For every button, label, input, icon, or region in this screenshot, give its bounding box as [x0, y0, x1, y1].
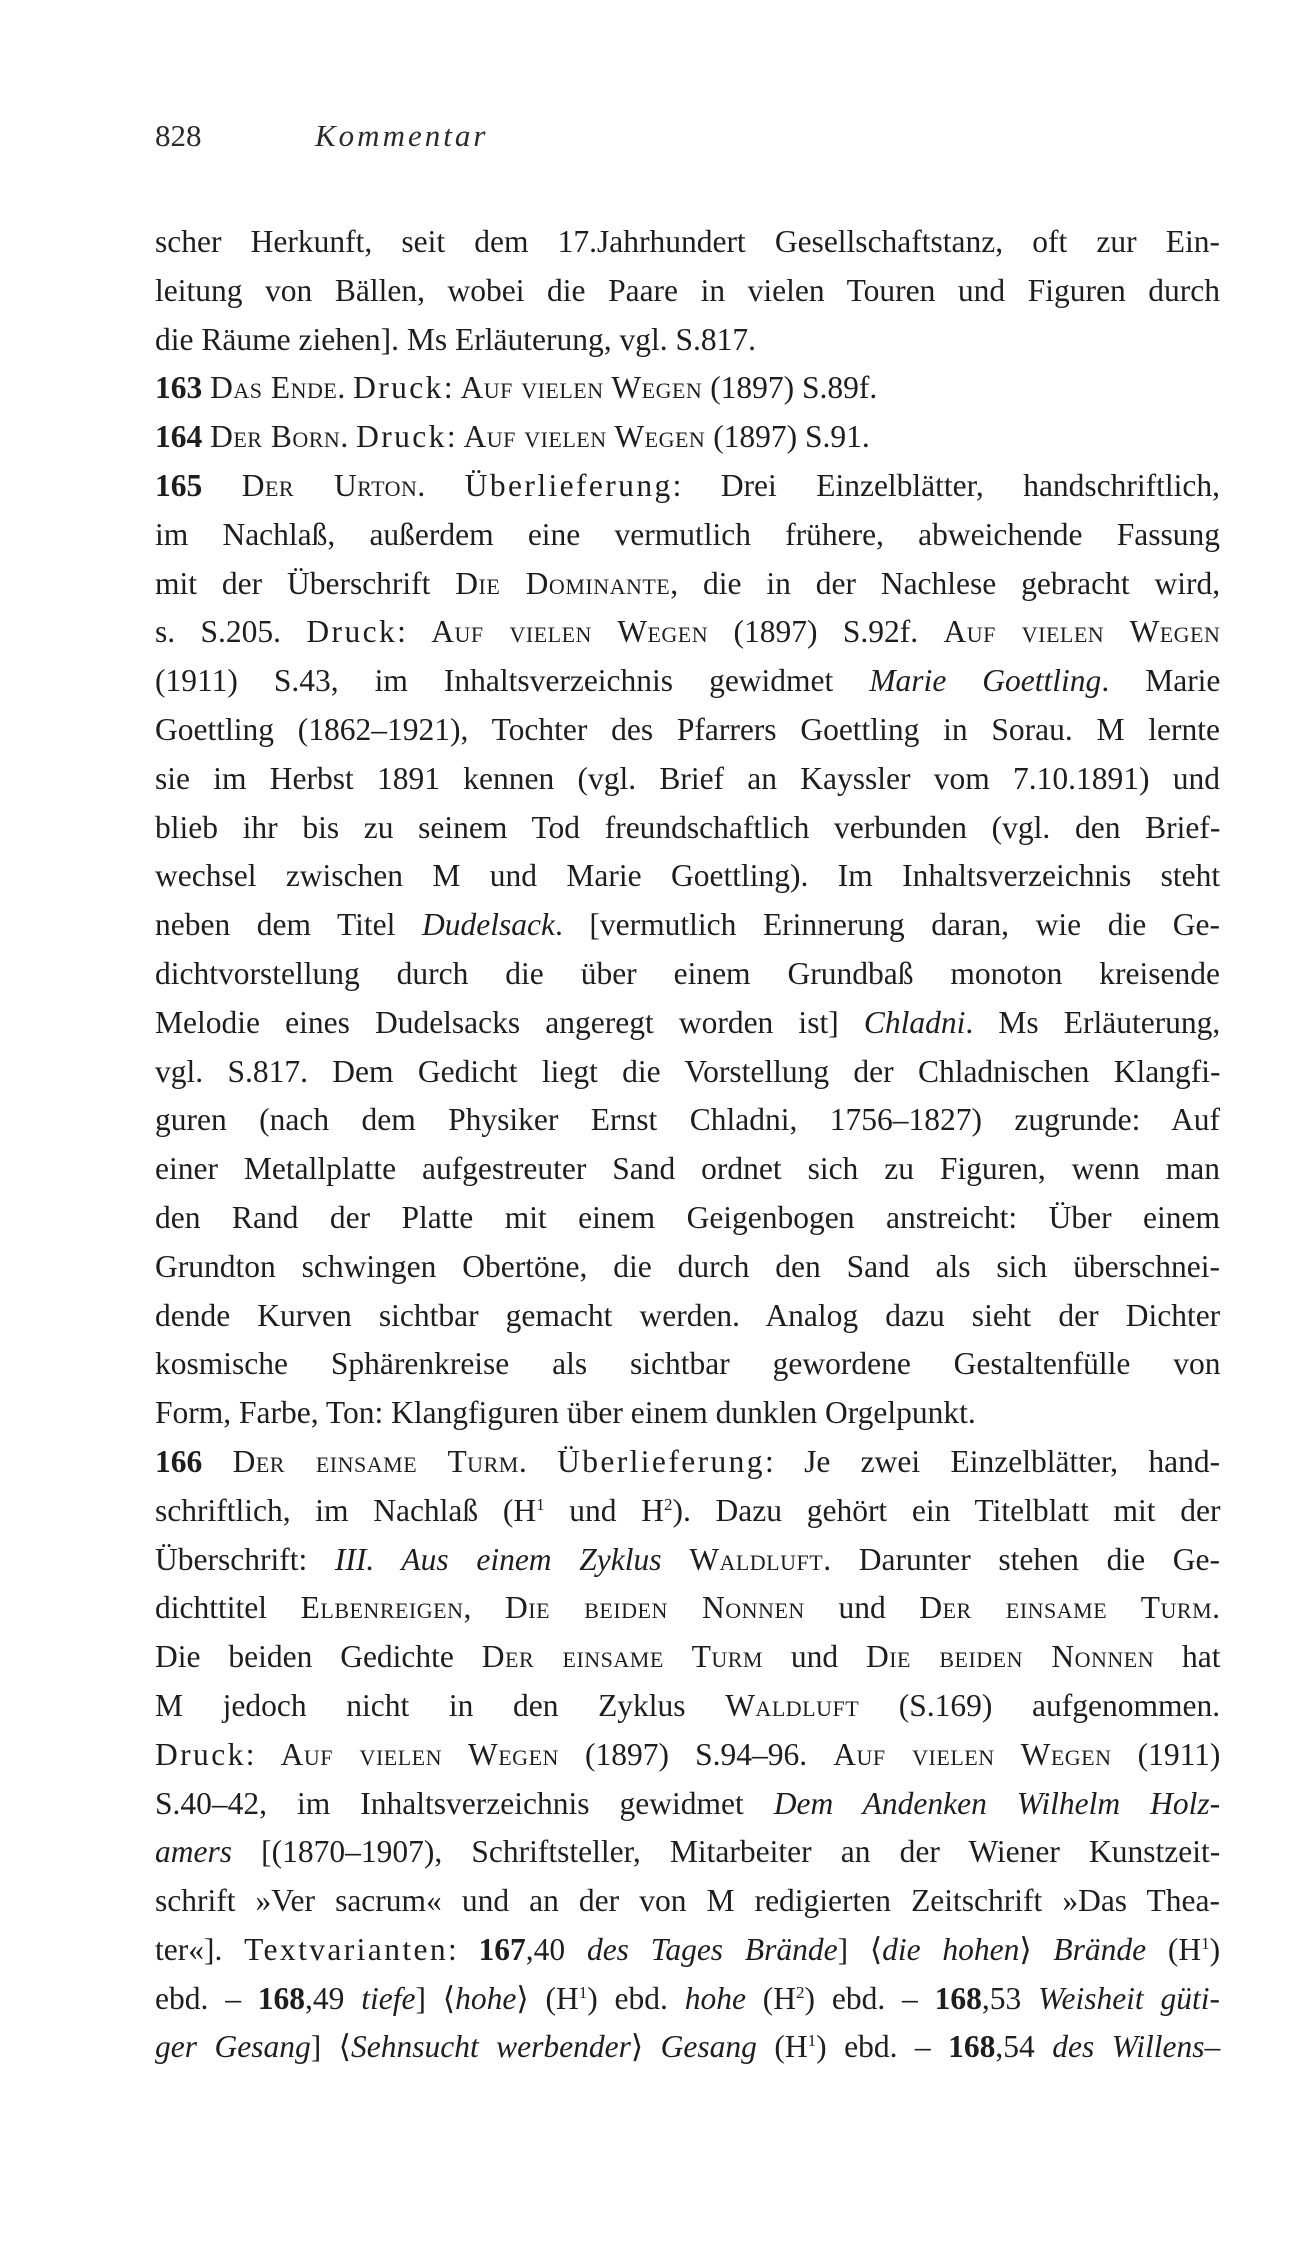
text-segment: und H — [544, 1492, 664, 1528]
text-line — [155, 1682, 1220, 1731]
text-segment: den Rand der Platte mit einem Geigenbogen anstreicht: Über einem — [155, 1199, 1220, 1235]
text-segment: kosmische Sphärenkreise als sichtbar gewordene Gestaltenfülle von — [155, 1346, 1221, 1382]
text-line — [155, 950, 1220, 999]
text-segment: (1897) S.89f. — [702, 370, 878, 406]
text-segment: blieb ihr bis zu seinem Tod freundschaftlich verbunden (vgl. den Brief- — [155, 809, 1221, 845]
text-segment: Textvarianten — [244, 1931, 449, 1967]
text-segment: (S.169) aufgenommen. — [859, 1687, 1221, 1723]
text-segment: einer Metallplatte aufgestreuter Sand ordnet sich zu Figuren, wenn man — [155, 1151, 1220, 1187]
text-line — [155, 1487, 1220, 1536]
text-segment: (1911) — [1111, 1736, 1221, 1772]
text-segment: ). Dazu gehört ein Titelblatt mit der — [672, 1492, 1221, 1528]
text-segment: ] ⟨ — [415, 1980, 456, 2016]
text-segment: vgl. S.817. Dem Gedicht liegt die Vorstellung der Chladnischen Klangfi- — [155, 1053, 1221, 1089]
text-segment — [202, 468, 241, 503]
text-segment: . — [1212, 1590, 1221, 1626]
text-segment: (H — [756, 2029, 808, 2065]
text-segment: dichttitel — [155, 1590, 301, 1626]
text-segment: ] ⟨ — [310, 2029, 351, 2065]
text-segment: ger Gesang — [155, 2029, 311, 2065]
text-segment: ) ebd. – — [804, 1980, 935, 2016]
text-segment: schrift »Ver sacrum« und an der von M redigierten Zeitschrift »Das Thea- — [155, 1883, 1220, 1919]
text-segment: . [vermutlich Erinnerung daran, wie die Ge- — [554, 907, 1220, 943]
text-segment: amers — [155, 1834, 232, 1870]
text-segment: Chladni — [863, 1004, 966, 1040]
text-segment: 2 — [796, 1982, 805, 2002]
page-number: 828 — [155, 118, 202, 153]
text-line — [155, 706, 1220, 755]
text-segment: neben dem Titel — [155, 907, 422, 943]
text-segment: Die beiden Nonnen — [865, 1639, 1155, 1675]
text-segment: ) ebd. — [587, 1980, 685, 2016]
text-segment: . — [518, 1443, 558, 1479]
text-line — [155, 804, 1220, 853]
text-segment: Die beiden Gedichte — [155, 1639, 482, 1675]
text-segment: Goettling (1862–1921), Tochter des Pfarrers Goettling in Sorau. M lernte — [155, 711, 1220, 747]
text-segment: Sehnsucht werbender — [350, 2029, 631, 2065]
text-line — [155, 1389, 1220, 1438]
text-segment: ,40 — [525, 1931, 587, 1967]
text-segment: Auf vielen Wegen — [833, 1736, 1112, 1772]
text-segment: Elbenreigen — [300, 1590, 464, 1626]
text-segment: (1897) S.94–96. — [558, 1736, 834, 1772]
text-line — [155, 1731, 1220, 1780]
text-segment: hohe — [684, 1980, 746, 2016]
text-segment: 165 — [155, 467, 203, 503]
text-segment — [202, 1444, 232, 1479]
text-segment: Druck — [306, 614, 398, 650]
text-segment: schriftlich, im Nachlaß (H — [155, 1492, 537, 1528]
text-segment: des Tages Brände — [586, 1931, 838, 1967]
text-segment: Der einsame Turm — [232, 1443, 519, 1479]
text-line — [155, 999, 1220, 1048]
text-segment: ⟩ (H — [516, 1980, 579, 2016]
text-segment: die Räume ziehen]. Ms Erläuterung, vgl. S.817. — [155, 321, 756, 357]
text-segment: III. Aus einem Zyklus — [334, 1541, 662, 1577]
text-segment — [202, 370, 210, 405]
text-segment: 168 — [257, 1980, 306, 2016]
text-segment: und — [804, 1590, 920, 1626]
text-segment — [202, 419, 210, 454]
text-line — [155, 1096, 1220, 1145]
text-segment: sie im Herbst 1891 kennen (vgl. Brief an Kayssler vom 7.10.1891) und — [155, 760, 1220, 796]
text-segment: ) ebd. – — [816, 2029, 949, 2065]
text-segment: Dudelsack — [422, 907, 555, 943]
text-segment: Die Dominante — [455, 565, 671, 601]
text-segment: tiefe — [361, 1980, 416, 2016]
text-line — [155, 1194, 1220, 1243]
text-segment: , die in der Nachlese gebracht wird, — [670, 565, 1221, 601]
text-segment: Druck — [353, 370, 444, 406]
text-segment — [662, 1542, 690, 1577]
text-segment: ⟩ — [1019, 1931, 1054, 1967]
text-segment: dende Kurven sichtbar gemacht werden. Analog dazu sieht der Dichter — [155, 1297, 1221, 1333]
text-segment: (1897) S.92f. — [708, 614, 944, 650]
text-segment: : — [397, 614, 432, 650]
text-segment: Waldluft — [689, 1541, 824, 1577]
text-segment: Das Ende — [210, 370, 338, 406]
text-segment: Waldluft — [725, 1687, 860, 1723]
text-segment: Form, Farbe, Ton: Klangfiguren über einem dunklen Orgelpunkt. — [155, 1395, 976, 1431]
text-line — [155, 657, 1220, 706]
text-segment: . Marie — [1101, 663, 1221, 699]
text-line — [155, 1145, 1220, 1194]
text-segment: 167 — [478, 1931, 526, 1967]
commentary-text — [155, 218, 1220, 2072]
text-line — [155, 608, 1220, 657]
text-segment: 1 — [1201, 1933, 1210, 1953]
text-segment: Auf vielen Wegen — [431, 614, 709, 650]
text-segment: Dem Andenken Wilhelm Holz- — [773, 1785, 1221, 1821]
text-segment: (H — [745, 1980, 797, 2016]
text-segment: 1 — [807, 2031, 817, 2051]
text-segment: mit der Überschrift — [155, 565, 456, 601]
text-segment: : Drei Einzelblätter, handschriftlich, — [672, 467, 1221, 503]
text-segment: : — [245, 1736, 281, 1772]
text-line — [155, 1828, 1220, 1877]
text-segment: Auf vielen Wegen — [460, 370, 703, 406]
text-segment: ⟩ — [630, 2029, 661, 2065]
text-segment: 1 — [578, 1982, 588, 2002]
text-segment: . — [417, 467, 465, 503]
text-segment: Die beiden Nonnen — [505, 1590, 805, 1626]
text-segment: Marie Goettling — [869, 663, 1102, 699]
text-line — [155, 1975, 1220, 2024]
text-segment: ) — [1209, 1931, 1221, 1967]
text-segment: 168 — [934, 1980, 982, 2016]
text-line — [155, 1584, 1220, 1633]
text-line — [155, 1780, 1220, 1829]
text-line — [155, 1877, 1220, 1926]
text-segment: Grundton schwingen Obertöne, die durch den Sand als sich überschnei- — [155, 1248, 1220, 1284]
text-line — [155, 462, 1220, 511]
text-segment: Überlieferung — [557, 1443, 765, 1479]
text-segment: Melodie eines Dudelsacks angeregt worden ist] — [155, 1004, 864, 1040]
text-segment: . Darunter stehen die Ge- — [823, 1541, 1221, 1577]
text-segment: guren (nach dem Physiker Ernst Chladni, 1756–1827) zugrunde: Auf — [155, 1102, 1220, 1138]
text-segment: ,49 — [305, 1980, 362, 2016]
text-segment: die hohen — [882, 1931, 1020, 1967]
text-segment: hat — [1154, 1639, 1221, 1675]
text-segment: : — [446, 419, 464, 455]
text-segment: 2 — [664, 1494, 673, 1514]
text-segment: Auf vielen Wegen — [943, 614, 1221, 650]
text-line — [155, 1243, 1220, 1292]
text-segment: Auf vielen Wegen — [280, 1736, 559, 1772]
text-segment: Druck — [356, 419, 447, 455]
text-segment: S.40–42, im Inhaltsverzeichnis gewidmet — [155, 1785, 774, 1821]
text-segment: des Willens– — [1052, 2029, 1221, 2065]
text-line — [155, 1292, 1220, 1341]
text-segment: und — [762, 1639, 866, 1675]
text-segment: Überlieferung — [464, 467, 673, 503]
text-segment: : — [448, 1931, 479, 1967]
text-segment: 163 — [155, 370, 203, 406]
text-segment: : — [443, 370, 461, 406]
text-segment: [(1870–1907), Schriftsteller, Mitarbeiter an der Wiener Kunstzeit- — [232, 1834, 1221, 1870]
text-line — [155, 755, 1220, 804]
text-segment: 1 — [536, 1494, 545, 1514]
text-line — [155, 316, 1220, 365]
text-line — [155, 511, 1220, 560]
text-segment: Der einsame Turm — [481, 1639, 763, 1675]
text-line — [155, 267, 1220, 316]
text-segment: hohe — [455, 1980, 517, 2016]
text-line — [155, 218, 1220, 267]
text-line — [155, 901, 1220, 950]
text-line — [155, 1926, 1220, 1975]
text-segment: (H — [1146, 1931, 1202, 1967]
text-segment: wechsel zwischen M und Marie Goettling). Im Inhaltsverzeichnis steht — [155, 858, 1221, 894]
text-segment: Auf vielen Wegen — [463, 419, 706, 455]
text-segment: ter«]. — [155, 1931, 245, 1967]
text-segment: (1897) S.91. — [705, 419, 870, 455]
text-segment: Der Urton — [241, 467, 418, 503]
text-segment: 168 — [948, 2029, 996, 2065]
text-segment: ,54 — [995, 2029, 1053, 2065]
text-line — [155, 2023, 1220, 2072]
text-segment: Weisheit güti- — [1038, 1980, 1221, 2016]
running-title: Kommentar — [315, 118, 489, 153]
text-line — [155, 364, 1220, 413]
text-segment: s. S.205. — [155, 614, 307, 650]
text-segment: . — [340, 419, 357, 455]
text-segment: Brände — [1053, 1931, 1147, 1967]
text-segment: ,53 — [981, 1980, 1039, 2016]
text-segment: ] ⟨ — [837, 1931, 883, 1967]
text-segment: (1911) S.43, im Inhaltsverzeichnis gewidmet — [155, 663, 870, 699]
text-line — [155, 560, 1220, 609]
text-segment: Der einsame Turm — [919, 1590, 1213, 1626]
text-line — [155, 1536, 1220, 1585]
text-line — [155, 1438, 1220, 1487]
text-segment: 164 — [155, 419, 203, 455]
text-segment: Überschrift: — [155, 1541, 335, 1577]
text-segment: : Je zwei Einzelblätter, hand- — [764, 1443, 1221, 1479]
text-line — [155, 413, 1220, 462]
text-line — [155, 1340, 1220, 1389]
text-segment: 166 — [155, 1443, 203, 1479]
text-segment: im Nachlaß, außerdem eine vermutlich frühere, abweichende Fassung — [155, 516, 1220, 552]
text-segment: . — [337, 370, 354, 406]
text-segment: Druck — [155, 1736, 246, 1772]
text-line — [155, 852, 1220, 901]
text-segment: Der Born — [210, 419, 341, 455]
text-segment: M jedoch nicht in den Zyklus — [155, 1687, 726, 1723]
text-segment: scher Herkunft, seit dem 17.Jahrhundert Gesellschaftstanz, oft zur Ein- — [155, 224, 1220, 259]
text-line — [155, 1048, 1220, 1097]
text-segment: . Ms Erläuterung, — [965, 1004, 1221, 1040]
text-segment: , — [463, 1590, 506, 1626]
text-line — [155, 1633, 1220, 1682]
text-segment: Gesang — [660, 2029, 757, 2065]
text-segment: ebd. – — [155, 1980, 258, 2016]
text-segment: dichtvorstellung durch die über einem Grundbaß monoton kreisende — [155, 955, 1220, 991]
text-segment: leitung von Bällen, wobei die Paare in vielen Touren und Figuren durch — [155, 272, 1220, 308]
